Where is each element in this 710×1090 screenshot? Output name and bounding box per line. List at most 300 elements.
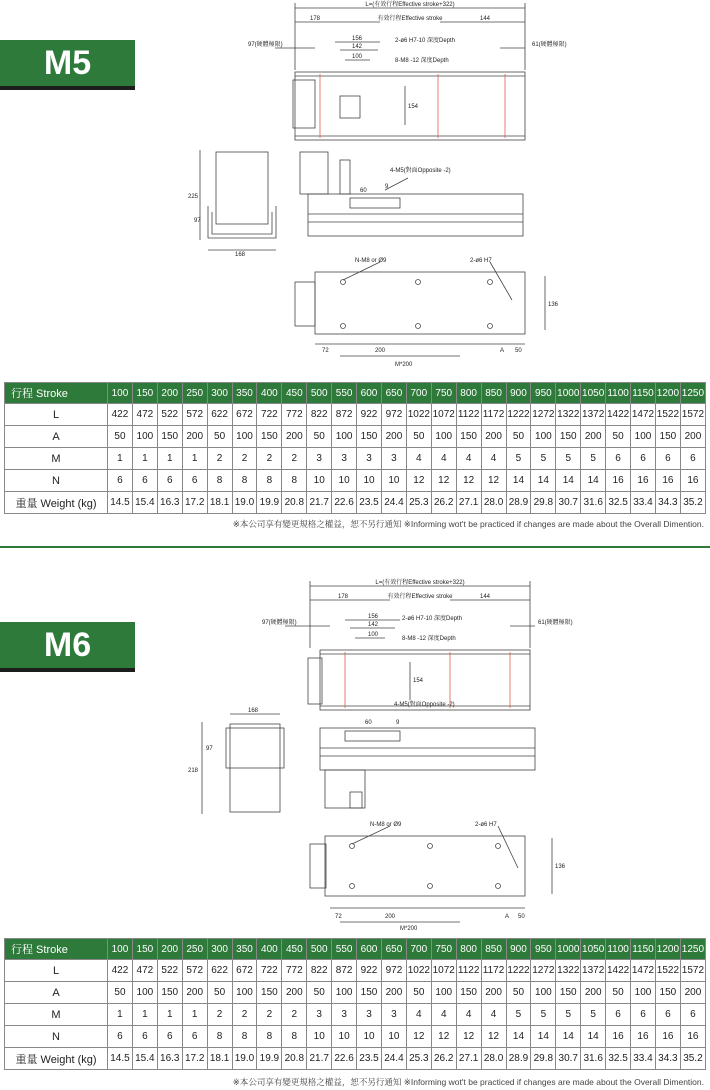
dim-154: 154 (408, 104, 419, 110)
table-cell: 10 (357, 1026, 382, 1048)
dim-97: 97 (206, 746, 213, 752)
table-cell: 50 (606, 426, 631, 448)
table-cell: 8 (257, 1026, 282, 1048)
table-cell: 1272 (531, 960, 556, 982)
table-cell: 2 (232, 448, 257, 470)
table-cell: 23.5 (357, 492, 382, 514)
table-cell: 28.0 (481, 492, 506, 514)
table-cell: 1122 (456, 404, 481, 426)
m6-spec-table (4, 938, 706, 1070)
table-cell: 1 (182, 1004, 207, 1026)
stroke-header-row (5, 939, 706, 960)
table-cell: 100 (631, 982, 656, 1004)
table-cell: 12 (481, 1026, 506, 1048)
callout-pin-hole: 2-ø6 H7-10 深度Depth (402, 616, 463, 622)
stroke-cell: 650 (381, 939, 406, 960)
table-cell: 150 (456, 982, 481, 1004)
table-cell: 3 (332, 1004, 357, 1026)
table-cell: 5 (581, 1004, 606, 1026)
m6-section (0, 548, 710, 1090)
dim-168: 168 (235, 252, 246, 258)
table-cell: 1472 (631, 960, 656, 982)
table-cell: 20.8 (282, 492, 307, 514)
table-cell: 10 (307, 1026, 332, 1048)
table-cell: 200 (481, 426, 506, 448)
table-cell: 200 (581, 426, 606, 448)
table-cell: 1372 (581, 404, 606, 426)
stroke-cell: 900 (506, 939, 531, 960)
table-cell: 100 (531, 426, 556, 448)
table-cell: 872 (332, 960, 357, 982)
model-badge-m6: M6 (0, 622, 135, 672)
table-cell: 822 (307, 404, 332, 426)
table-cell: 522 (157, 404, 182, 426)
table-cell: 3 (357, 1004, 382, 1026)
table-cell: 722 (257, 960, 282, 982)
table-cell: 26.2 (431, 492, 456, 514)
stroke-cell: 850 (481, 383, 506, 404)
dim-limit-left: 97(硬體極限) (248, 42, 283, 48)
dim-stroke: 有效行程Effective stroke (377, 16, 443, 22)
callout-bottom-tap: N-M8 or Ø9 (355, 258, 387, 264)
table-cell: 150 (456, 426, 481, 448)
row-label: A (5, 982, 108, 1004)
table-cell: 6 (631, 448, 656, 470)
table-cell: 100 (232, 426, 257, 448)
table-cell: 16 (631, 1026, 656, 1048)
table-cell: 872 (332, 404, 357, 426)
table-cell: 12 (456, 470, 481, 492)
stroke-cell: 250 (182, 383, 207, 404)
model-badge-m5: M5 (0, 40, 135, 90)
stroke-cell: 850 (481, 939, 506, 960)
table-cell: 14 (531, 470, 556, 492)
stroke-cell: 900 (506, 383, 531, 404)
table-cell: 12 (406, 470, 431, 492)
stroke-cell: 300 (207, 383, 232, 404)
table-cell: 21.7 (307, 1048, 332, 1070)
table-cell: 200 (581, 982, 606, 1004)
dim-225: 225 (188, 194, 199, 200)
stroke-cell: 150 (132, 939, 157, 960)
table-cell: 1222 (506, 404, 531, 426)
table-cell: 4 (456, 448, 481, 470)
table-cell: 200 (381, 426, 406, 448)
table-cell: 17.2 (182, 492, 207, 514)
callout-pin-hole: 2-ø6 H7-10 深度Depth (395, 38, 456, 44)
table-cell: 2 (207, 1004, 232, 1026)
table-cell: 50 (108, 426, 133, 448)
table-cell: 922 (357, 960, 382, 982)
table-cell: 14.5 (108, 492, 133, 514)
table-cell: 200 (680, 982, 705, 1004)
table-cell: 23.5 (357, 1048, 382, 1070)
table-cell: 32.5 (606, 492, 631, 514)
table-cell: 12 (456, 1026, 481, 1048)
table-cell: 4 (481, 448, 506, 470)
table-cell: 1572 (680, 960, 705, 982)
table-cell: 1072 (431, 404, 456, 426)
table-cell: 150 (357, 426, 382, 448)
stroke-cell: 500 (307, 383, 332, 404)
table-cell: 14 (556, 1026, 581, 1048)
stroke-cell: 1000 (556, 383, 581, 404)
dim-178: 178 (310, 16, 321, 22)
dim-limit-right: 61(硬體極限) (538, 620, 573, 626)
table-cell: 14 (556, 470, 581, 492)
row-label: M (5, 448, 108, 470)
table-cell: 1322 (556, 960, 581, 982)
table-cell: 972 (381, 404, 406, 426)
table-cell: 22.6 (332, 1048, 357, 1070)
table-cell: 8 (207, 1026, 232, 1048)
table-cell: 28.0 (481, 1048, 506, 1070)
stroke-cell: 1100 (606, 939, 631, 960)
table-cell: 16 (606, 1026, 631, 1048)
row-label: L (5, 404, 108, 426)
m6-note: ※本公司享有變更規格之權益，恕不另行通知 ※Informing wot't be practiced if changes are made about the Overall Dimention. (232, 1077, 704, 1087)
table-cell: 50 (207, 982, 232, 1004)
table-cell: 1372 (581, 960, 606, 982)
table-cell: 16 (680, 1026, 705, 1048)
table-cell: 150 (655, 426, 680, 448)
dim-100: 100 (352, 54, 363, 60)
table-cell: 10 (332, 1026, 357, 1048)
table-cell: 5 (556, 1004, 581, 1026)
table-cell: 6 (182, 470, 207, 492)
table-cell: 10 (332, 470, 357, 492)
table-cell: 33.4 (631, 1048, 656, 1070)
row-label: A (5, 426, 108, 448)
table-cell: 21.7 (307, 492, 332, 514)
stroke-cell: 800 (456, 383, 481, 404)
table-cell: 10 (307, 470, 332, 492)
table-cell: 1 (132, 448, 157, 470)
table-cell: 6 (157, 470, 182, 492)
dim-144: 144 (480, 594, 491, 600)
dim-50: 50 (515, 348, 522, 354)
dim-stroke: 有效行程Effective stroke (387, 594, 453, 600)
table-cell: 5 (531, 1004, 556, 1026)
table-cell: 1 (108, 1004, 133, 1026)
table-row (5, 404, 706, 426)
row-label: N (5, 1026, 108, 1048)
table-cell: 24.4 (381, 1048, 406, 1070)
table-cell: 6 (157, 1026, 182, 1048)
table-cell: 10 (357, 470, 382, 492)
table-cell: 6 (655, 448, 680, 470)
table-cell: 26.2 (431, 1048, 456, 1070)
table-cell: 25.3 (406, 1048, 431, 1070)
callout-side-tap: 4-M5(對面Opposite -2) (394, 702, 455, 708)
dim-a: A (500, 348, 505, 354)
table-cell: 1322 (556, 404, 581, 426)
table-cell: 32.5 (606, 1048, 631, 1070)
table-cell: 4 (406, 1004, 431, 1026)
table-cell: 50 (307, 982, 332, 1004)
dim-limit-left: 97(硬體極限) (262, 620, 297, 626)
table-cell: 19.0 (232, 492, 257, 514)
stroke-cell: 700 (406, 939, 431, 960)
table-cell: 2 (232, 1004, 257, 1026)
table-cell: 3 (381, 1004, 406, 1026)
table-cell: 4 (431, 1004, 456, 1026)
callout-bottom-tap: N-M8 or Ø9 (370, 822, 402, 828)
table-cell: 722 (257, 404, 282, 426)
table-cell: 522 (157, 960, 182, 982)
dim-total-length: L=(有效行程Effective stroke+322) (365, 2, 455, 8)
m5-note: ※本公司享有變更規格之權益，恕不另行通知 ※Informing wot't be practiced if changes are made about the Overall Dimention. (232, 519, 704, 529)
stroke-cell: 1250 (680, 383, 705, 404)
table-cell: 29.8 (531, 1048, 556, 1070)
stroke-cell: 400 (257, 939, 282, 960)
table-cell: 2 (257, 448, 282, 470)
table-row (5, 448, 706, 470)
stroke-cell: 600 (357, 939, 382, 960)
table-cell: 33.4 (631, 492, 656, 514)
table-cell: 16 (680, 470, 705, 492)
table-cell: 972 (381, 960, 406, 982)
m6-drawing (180, 578, 710, 933)
table-cell: 16 (631, 470, 656, 492)
dim-156: 156 (368, 614, 379, 620)
table-cell: 100 (631, 426, 656, 448)
stroke-cell: 200 (157, 939, 182, 960)
stroke-cell: 550 (332, 383, 357, 404)
stroke-cell: 1000 (556, 939, 581, 960)
table-cell: 3 (332, 448, 357, 470)
table-cell: 50 (307, 426, 332, 448)
callout-tap-hole: 8-M8 -12 深度Depth (395, 58, 449, 64)
table-cell: 100 (232, 982, 257, 1004)
table-cell: 12 (431, 470, 456, 492)
table-cell: 30.7 (556, 1048, 581, 1070)
stroke-header-label: 行程 Stroke (5, 939, 108, 960)
table-cell: 4 (481, 1004, 506, 1026)
table-row (5, 982, 706, 1004)
table-cell: 6 (680, 448, 705, 470)
table-cell: 1022 (406, 404, 431, 426)
table-cell: 200 (182, 426, 207, 448)
table-cell: 150 (157, 982, 182, 1004)
table-cell: 34.3 (655, 1048, 680, 1070)
row-label: N (5, 470, 108, 492)
table-cell: 5 (506, 1004, 531, 1026)
stroke-cell: 500 (307, 939, 332, 960)
table-cell: 28.9 (506, 492, 531, 514)
table-cell: 6 (655, 1004, 680, 1026)
table-cell: 14 (531, 1026, 556, 1048)
table-cell: 19.9 (257, 492, 282, 514)
dim-200: 200 (385, 914, 396, 920)
table-cell: 15.4 (132, 492, 157, 514)
stroke-cell: 1200 (655, 939, 680, 960)
table-cell: 35.2 (680, 1048, 705, 1070)
table-cell: 22.6 (332, 492, 357, 514)
table-cell: 100 (332, 426, 357, 448)
table-cell: 150 (556, 982, 581, 1004)
dim-72: 72 (322, 348, 329, 354)
table-cell: 1222 (506, 960, 531, 982)
table-cell: 1172 (481, 960, 506, 982)
table-cell: 772 (282, 960, 307, 982)
table-cell: 17.2 (182, 1048, 207, 1070)
callout-bottom-pin: 2-ø6 H7 (470, 258, 492, 264)
table-cell: 1572 (680, 404, 705, 426)
stroke-cell: 550 (332, 939, 357, 960)
table-cell: 12 (481, 470, 506, 492)
table-cell: 28.9 (506, 1048, 531, 1070)
stroke-cell: 1200 (655, 383, 680, 404)
dim-9: 9 (396, 720, 400, 726)
dim-218: 218 (188, 768, 199, 774)
table-cell: 24.4 (381, 492, 406, 514)
stroke-cell: 1150 (631, 939, 656, 960)
table-cell: 100 (332, 982, 357, 1004)
table-cell: 29.8 (531, 492, 556, 514)
table-cell: 1 (182, 448, 207, 470)
table-cell: 50 (506, 982, 531, 1004)
table-cell: 200 (381, 982, 406, 1004)
stroke-cell: 800 (456, 939, 481, 960)
table-cell: 8 (282, 1026, 307, 1048)
table-cell: 5 (556, 448, 581, 470)
table-cell: 422 (108, 960, 133, 982)
table-cell: 1 (108, 448, 133, 470)
dim-200: 200 (375, 348, 386, 354)
stroke-cell: 750 (431, 383, 456, 404)
table-cell: 622 (207, 404, 232, 426)
table-cell: 34.3 (655, 492, 680, 514)
table-cell: 6 (631, 1004, 656, 1026)
table-row (5, 1026, 706, 1048)
table-cell: 31.6 (581, 1048, 606, 1070)
table-cell: 30.7 (556, 492, 581, 514)
table-cell: 150 (556, 426, 581, 448)
table-row (5, 1004, 706, 1026)
table-cell: 1522 (655, 404, 680, 426)
table-cell: 14 (581, 470, 606, 492)
table-cell: 2 (207, 448, 232, 470)
dim-178: 178 (338, 594, 349, 600)
table-cell: 12 (431, 1026, 456, 1048)
table-cell: 50 (207, 426, 232, 448)
table-cell: 100 (531, 982, 556, 1004)
table-cell: 8 (282, 470, 307, 492)
table-cell: 6 (108, 470, 133, 492)
stroke-cell: 950 (531, 939, 556, 960)
table-cell: 100 (431, 426, 456, 448)
table-cell: 14 (506, 1026, 531, 1048)
table-cell: 150 (257, 982, 282, 1004)
table-cell: 4 (431, 448, 456, 470)
dim-total-length: L=(有效行程Effective stroke+322) (375, 580, 465, 586)
table-cell: 1272 (531, 404, 556, 426)
table-cell: 14.5 (108, 1048, 133, 1070)
table-cell: 15.4 (132, 1048, 157, 1070)
table-cell: 2 (282, 448, 307, 470)
table-cell: 5 (506, 448, 531, 470)
dim-142: 142 (352, 44, 363, 50)
dim-m200: M*200 (395, 362, 413, 368)
table-cell: 16 (606, 470, 631, 492)
stroke-cell: 1250 (680, 939, 705, 960)
table-cell: 31.6 (581, 492, 606, 514)
table-cell: 8 (232, 470, 257, 492)
dim-97: 97 (194, 218, 201, 224)
table-cell: 27.1 (456, 1048, 481, 1070)
table-cell: 16 (655, 470, 680, 492)
stroke-cell: 150 (132, 383, 157, 404)
table-cell: 14 (581, 1026, 606, 1048)
stroke-cell: 1100 (606, 383, 631, 404)
table-cell: 150 (357, 982, 382, 1004)
dim-50: 50 (518, 914, 525, 920)
dim-156: 156 (352, 36, 363, 42)
table-cell: 150 (157, 426, 182, 448)
stroke-cell: 350 (232, 939, 257, 960)
table-cell: 3 (381, 448, 406, 470)
table-cell: 200 (282, 982, 307, 1004)
table-cell: 6 (680, 1004, 705, 1026)
table-cell: 18.1 (207, 492, 232, 514)
table-cell: 16.3 (157, 1048, 182, 1070)
table-cell: 622 (207, 960, 232, 982)
dim-142: 142 (368, 622, 379, 628)
table-cell: 50 (406, 982, 431, 1004)
table-cell: 6 (132, 470, 157, 492)
table-cell: 50 (108, 982, 133, 1004)
table-cell: 8 (257, 470, 282, 492)
table-cell: 27.1 (456, 492, 481, 514)
m5-spec-table (4, 382, 706, 514)
callout-bottom-pin: 2-ø6 H7 (475, 822, 497, 828)
table-cell: 200 (182, 982, 207, 1004)
stroke-cell: 200 (157, 383, 182, 404)
stroke-cell: 400 (257, 383, 282, 404)
table-cell: 6 (132, 1026, 157, 1048)
row-label: L (5, 960, 108, 982)
table-cell: 2 (282, 1004, 307, 1026)
table-cell: 5 (531, 448, 556, 470)
table-cell: 50 (606, 982, 631, 1004)
table-cell: 16 (655, 1026, 680, 1048)
table-row (5, 1048, 706, 1070)
table-cell: 3 (357, 448, 382, 470)
dim-9: 9 (385, 184, 389, 190)
table-cell: 50 (506, 426, 531, 448)
table-cell: 772 (282, 404, 307, 426)
stroke-cell: 100 (108, 383, 133, 404)
table-cell: 200 (282, 426, 307, 448)
table-cell: 572 (182, 404, 207, 426)
stroke-header-label: 行程 Stroke (5, 383, 108, 404)
dim-136: 136 (555, 864, 566, 870)
dim-144: 144 (480, 16, 491, 22)
table-cell: 1472 (631, 404, 656, 426)
dim-136: 136 (548, 302, 559, 308)
table-cell: 422 (108, 404, 133, 426)
stroke-cell: 950 (531, 383, 556, 404)
row-label: M (5, 1004, 108, 1026)
table-cell: 1022 (406, 960, 431, 982)
stroke-cell: 450 (282, 939, 307, 960)
table-cell: 200 (481, 982, 506, 1004)
table-cell: 12 (406, 1026, 431, 1048)
callout-side-tap: 4-M5(對面Opposite -2) (390, 168, 451, 174)
table-cell: 672 (232, 960, 257, 982)
table-cell: 472 (132, 960, 157, 982)
